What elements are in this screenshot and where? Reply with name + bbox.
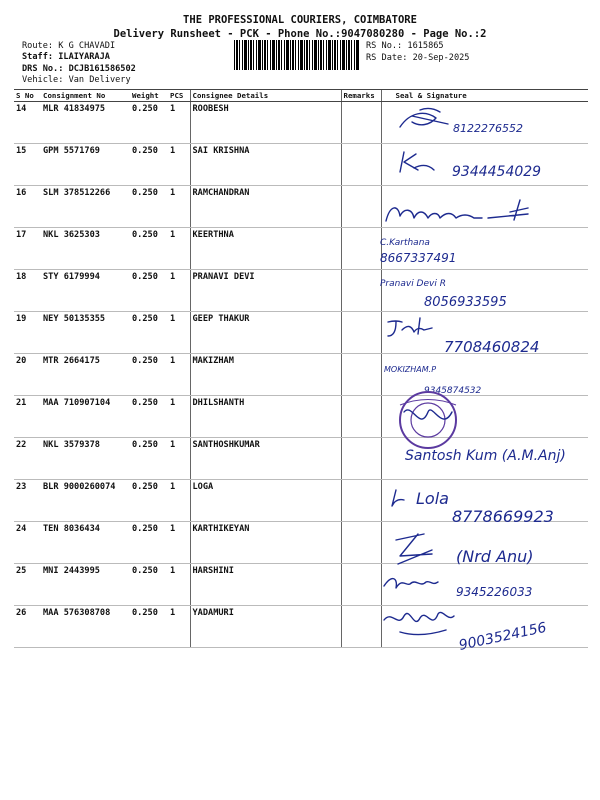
handwritten-name-18: Pranavi Devi R — [380, 279, 446, 289]
rs-number: RS No.: 1615865 — [366, 41, 444, 51]
vehicle-label: Vehicle: Van Delivery — [22, 75, 131, 85]
cell-consignment: STY 6179994 — [41, 270, 130, 312]
col-pcs: PCS — [168, 90, 190, 102]
cell-sno: 24 — [14, 522, 41, 564]
table-row — [14, 102, 588, 144]
cell-consignee: RAMCHANDRAN — [190, 186, 341, 228]
cell-remarks — [341, 564, 381, 606]
cell-consignment: MTR 2664175 — [41, 354, 130, 396]
handwritten-name-20: MOKIZHAM.P — [384, 365, 437, 374]
cell-remarks — [341, 144, 381, 186]
table-row — [14, 144, 588, 186]
table-header-row — [14, 90, 588, 102]
cell-seal-signature — [381, 480, 588, 522]
cell-weight: 0.250 — [130, 354, 168, 396]
cell-seal-signature — [381, 564, 588, 606]
route-label: Route: K G CHAVADI — [22, 41, 116, 51]
drs-barcode — [234, 40, 360, 70]
cell-consignment: MLR 41834975 — [41, 102, 130, 144]
cell-weight: 0.250 — [130, 102, 168, 144]
cell-consignee: LOGA — [190, 480, 341, 522]
cell-remarks — [341, 228, 381, 270]
phone-15: 9344454029 — [452, 164, 542, 180]
cell-consignment: MAA 576308708 — [41, 606, 130, 648]
cell-weight: 0.250 — [130, 396, 168, 438]
col-signature: Seal & Signature — [381, 90, 588, 102]
cell-consignment: TEN 8036434 — [41, 522, 130, 564]
cell-seal-signature — [381, 606, 588, 648]
cell-seal-signature — [381, 312, 588, 354]
table-row — [14, 438, 588, 480]
table-row — [14, 480, 588, 522]
cell-seal-signature — [381, 396, 588, 438]
col-weight: Weight — [130, 90, 168, 102]
cell-pcs: 1 — [168, 312, 190, 354]
cell-remarks — [341, 522, 381, 564]
cell-sno: 21 — [14, 396, 41, 438]
col-consignment: Consignment No — [41, 90, 130, 102]
cell-seal-signature — [381, 438, 588, 480]
cell-seal-signature — [381, 270, 588, 312]
cell-consignee: KEERTHNA — [190, 228, 341, 270]
cell-seal-signature — [381, 522, 588, 564]
cell-consignee: KARTHIKEYAN — [190, 522, 341, 564]
cell-remarks — [341, 186, 381, 228]
cell-seal-signature — [381, 186, 588, 228]
cell-pcs: 1 — [168, 480, 190, 522]
table-row — [14, 606, 588, 648]
phone-25: 9345226033 — [456, 585, 533, 599]
phone-18: 8056933595 — [424, 295, 507, 310]
cell-pcs: 1 — [168, 396, 190, 438]
cell-pcs: 1 — [168, 438, 190, 480]
runsheet-subtitle: Delivery Runsheet - PCK - Phone No.:9047080280 - Page No.:2 — [113, 28, 487, 40]
cell-weight: 0.250 — [130, 270, 168, 312]
phone-14: 8122276552 — [453, 122, 523, 135]
col-consignee: Consignee Details — [190, 90, 341, 102]
handwritten-name-23: Lola — [416, 489, 449, 508]
cell-pcs: 1 — [168, 564, 190, 606]
cell-consignment: GPM 5571769 — [41, 144, 130, 186]
cell-remarks — [341, 270, 381, 312]
col-sno: S No — [14, 90, 41, 102]
staff-label: Staff: ILAIYARAJA — [22, 52, 110, 62]
cell-consignment: NKL 3625303 — [41, 228, 130, 270]
cell-consignee: HARSHINI — [190, 564, 341, 606]
cell-seal-signature — [381, 354, 588, 396]
col-remarks: Remarks — [341, 90, 381, 102]
cell-pcs: 1 — [168, 102, 190, 144]
cell-consignment: NEY 50135355 — [41, 312, 130, 354]
table-row — [14, 270, 588, 312]
handwritten-name-17: C.Karthana — [380, 238, 430, 248]
table-row — [14, 228, 588, 270]
cell-sno: 20 — [14, 354, 41, 396]
phone-23: 8778669923 — [452, 507, 554, 526]
phone-17: 8667337491 — [380, 251, 457, 265]
handwritten-name-22: Santosh Kum (A.M.Anj) — [405, 448, 566, 464]
cell-sno: 25 — [14, 564, 41, 606]
table-row — [14, 564, 588, 606]
table-row — [14, 186, 588, 228]
cell-seal-signature — [381, 228, 588, 270]
cell-seal-signature — [381, 102, 588, 144]
cell-consignment: MNI 2443995 — [41, 564, 130, 606]
cell-sno: 15 — [14, 144, 41, 186]
cell-consignee: YADAMURI — [190, 606, 341, 648]
table-row — [14, 522, 588, 564]
cell-pcs: 1 — [168, 354, 190, 396]
cell-pcs: 1 — [168, 144, 190, 186]
cell-remarks — [341, 606, 381, 648]
cell-remarks — [341, 480, 381, 522]
cell-sno: 22 — [14, 438, 41, 480]
cell-consignee: DHILSHANTH — [190, 396, 341, 438]
cell-remarks — [341, 396, 381, 438]
cell-sno: 23 — [14, 480, 41, 522]
cell-weight: 0.250 — [130, 438, 168, 480]
phone-26: 9003524156 — [457, 619, 548, 654]
cell-consignee: ROOBESH — [190, 102, 341, 144]
cell-sno: 16 — [14, 186, 41, 228]
cell-remarks — [341, 102, 381, 144]
handwritten-name-24: (Nrd Anu) — [456, 547, 534, 566]
cell-consignment: NKL 3579378 — [41, 438, 130, 480]
cell-consignee: SANTHOSHKUMAR — [190, 438, 341, 480]
cell-weight: 0.250 — [130, 144, 168, 186]
cell-consignment: SLM 378512266 — [41, 186, 130, 228]
cell-pcs: 1 — [168, 522, 190, 564]
cell-sno: 17 — [14, 228, 41, 270]
cell-weight: 0.250 — [130, 228, 168, 270]
rs-date: RS Date: 20-Sep-2025 — [366, 53, 470, 63]
cell-remarks — [341, 354, 381, 396]
cell-remarks — [341, 438, 381, 480]
cell-remarks — [341, 312, 381, 354]
cell-pcs: 1 — [168, 270, 190, 312]
cell-consignee: PRANAVI DEVI — [190, 270, 341, 312]
cell-sno: 26 — [14, 606, 41, 648]
cell-weight: 0.250 — [130, 480, 168, 522]
cell-weight: 0.250 — [130, 522, 168, 564]
table-row — [14, 312, 588, 354]
cell-consignment: BLR 9000260074 — [41, 480, 130, 522]
cell-consignee: GEEP THAKUR — [190, 312, 341, 354]
cell-consignment: MAA 710907104 — [41, 396, 130, 438]
phone-20: 9345874532 — [424, 386, 482, 396]
cell-consignee: MAKIZHAM — [190, 354, 341, 396]
cell-weight: 0.250 — [130, 186, 168, 228]
cell-consignee: SAI KRISHNA — [190, 144, 341, 186]
cell-sno: 18 — [14, 270, 41, 312]
cell-pcs: 1 — [168, 228, 190, 270]
cell-weight: 0.250 — [130, 312, 168, 354]
cell-sno: 14 — [14, 102, 41, 144]
drs-number: DRS No.: DCJB161586502 — [22, 64, 136, 74]
cell-pcs: 1 — [168, 606, 190, 648]
cell-seal-signature — [381, 144, 588, 186]
runsheet-table — [14, 89, 588, 648]
phone-19: 7708460824 — [444, 338, 540, 356]
table-row — [14, 354, 588, 396]
cell-pcs: 1 — [168, 186, 190, 228]
cell-weight: 0.250 — [130, 606, 168, 648]
cell-weight: 0.250 — [130, 564, 168, 606]
company-title: THE PROFESSIONAL COURIERS, COIMBATORE — [183, 14, 417, 26]
table-row — [14, 396, 588, 438]
cell-sno: 19 — [14, 312, 41, 354]
